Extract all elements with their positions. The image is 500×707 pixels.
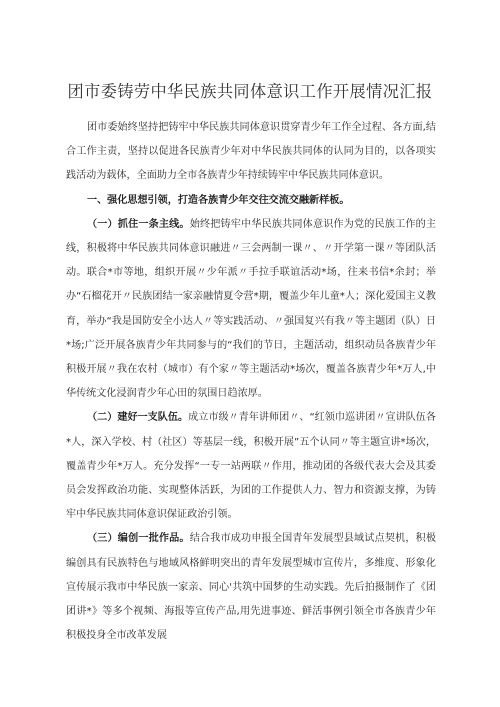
paragraph-team-building-body: 成立市级〃青年讲师团〃、“红领巾巡讲团〃宣讲队伍各*人，深入学校、村（社区）等基层一线，积极开展”五个认同〃等主题宣讲*场次，覆盖青少年*万人。充分发挥“一专一站两联〃作用，推动团的各级代表大会及其委员会发挥政治功能、实现整体活跃，为团的工作提供人力、智力和资源支撑，为铸牢中华民族共同体意识保证政治引领。 [66,412,436,521]
paragraph-main-line [66,213,436,407]
document-body [66,116,436,648]
intro-paragraph: 团市委始终坚持把铸牢中华民族共同体意识贯穿青少年工作全过程、各方面,结合工作主责，坚持以促进各民族青少年对中华民族共同体的认同为目的，以各项实践活动为载体，全面助力全市各族青少年持续铸牢中华民族共同体意识。 [66,122,436,182]
paragraph-team-building-heading: （二）建好一支队伍。 [87,412,189,424]
paragraph-works [66,527,436,648]
paragraph-main-line-body: 始终把铸牢中华民族共同体意识作为党的民族工作的主线，积极将中华民族共同体意识融进〃三会两制一课〃、〃开学第一课〃等团队活动。联合*市等地，组织开展〃少年派〃手拉手联谊活动*场，往来书信*余封；举办“石榴花开〃民族团结一家亲融情夏令营*期，覆盖少年儿童*人；深化爱国主义教育，举办“我是国防安全小达人〃等实践活动、〃强国复兴有我〃等主题团（队）日*场;广泛开展各族青少年共同参与的“我们的节日，主题活动，组织动员各族青少年积极开展〃我在农村（城市）有个家〃等主题活动*场次，覆盖各族青少年*万人,中华传统文化浸润青少年心田的氛围日趋浓厚。 [66,218,437,400]
paragraph-main-line-heading: （一）抓住一条主线。 [87,218,190,230]
paragraph-works-heading: （三）编创一批作品。 [87,533,190,545]
paragraph-works-body: 结合我市成功申报全国青年发展型县域试点契机，积极编创具有民族特色与地域风格鲜明突出的青年发展型城市宣传片，多维度、形象化宣传展示我市中华民族一家亲、同心'共筑中国梦的生动实践。先后拍摄制作了《团团讲*》等多个视频、海报等宣传产品,用先进事迹、鲜活事例引领全市各族青少年积极投身全市改革发展 [66,533,437,642]
paragraph-team-building [66,406,436,527]
section-heading-1: 一、强化思想引领，打造各族青少年交往交流交融新样板。 [87,194,350,206]
document-title: 团市委铸劳中华民族共同体意识工作开展情况汇报 [67,82,433,101]
